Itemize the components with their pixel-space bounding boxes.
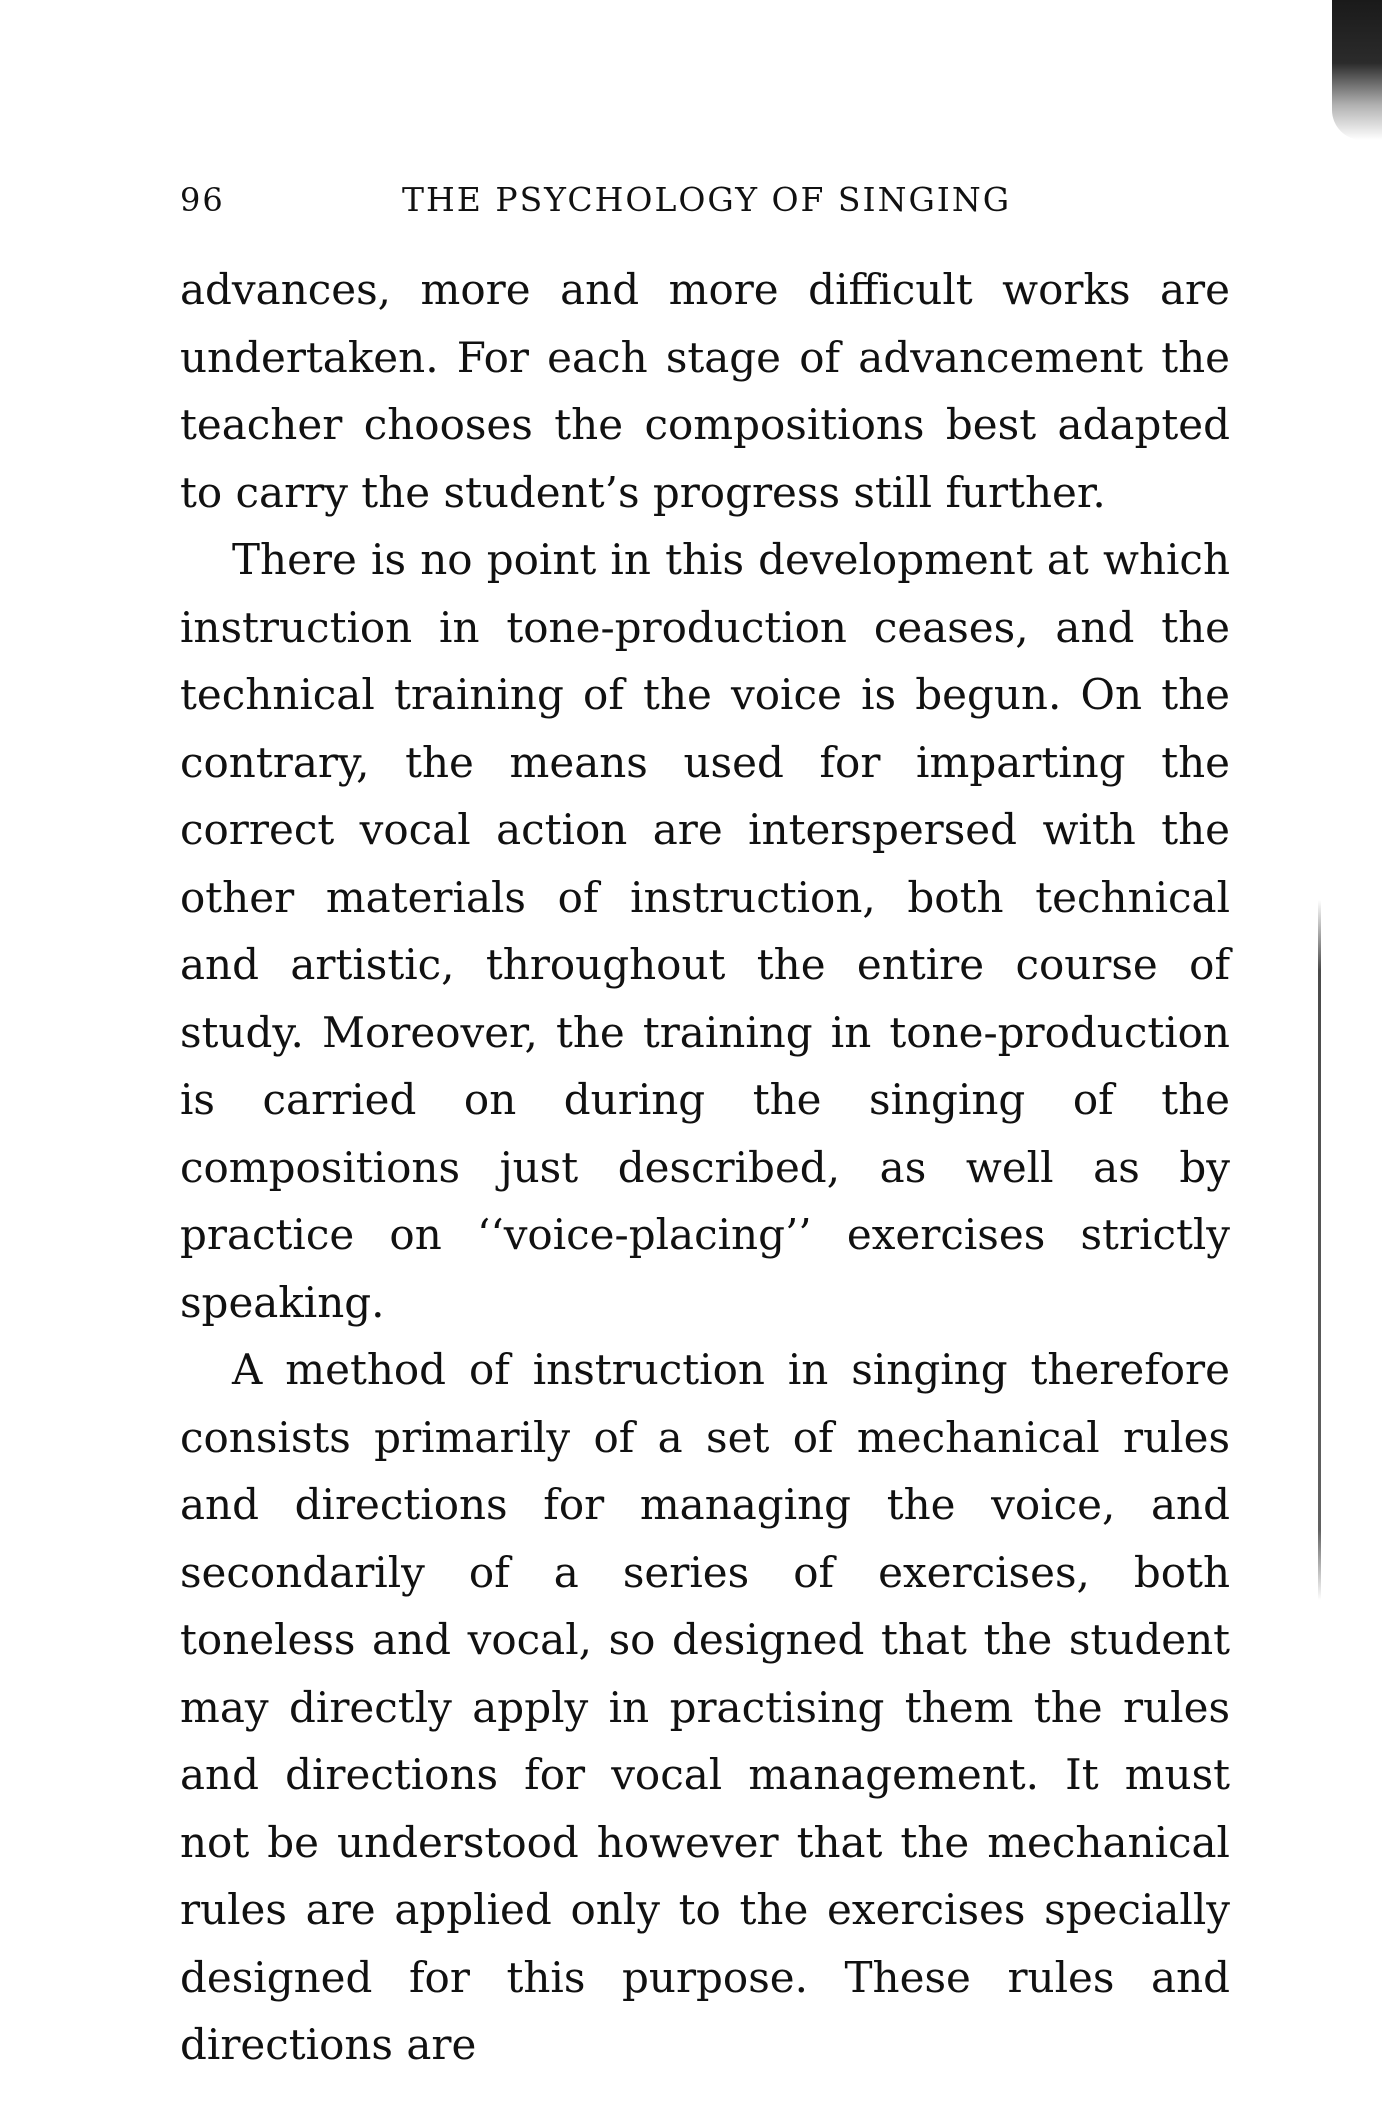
page-body bbox=[180, 256, 1230, 2079]
paragraph: A method of instruction in singing therefore consists primarily of a set of mechanical rules and directions for managing the voice, and secondarily of a series of exercises, both toneless and vocal, so designed that the student may directly apply in practising them the rules and directions for vocal management. It must not be understood however that the mechanical rules are applied only to the exercises specially designed for this purpose. These rules and directions are bbox=[180, 1345, 1230, 2069]
page-number: 96 bbox=[180, 181, 225, 219]
running-head bbox=[180, 180, 1230, 220]
running-title: THE PSYCHOLOGY OF SINGING bbox=[402, 180, 1012, 219]
scan-margin-line bbox=[1318, 900, 1321, 1600]
paragraph-continued: advances, more and more difficult works are undertaken. For each stage of advancement the teacher chooses the compositions best adapted to carry the student’s progress still further. bbox=[180, 265, 1230, 517]
scan-edge-shadow bbox=[1332, 0, 1382, 140]
paragraph: There is no point in this development at which instruction in tone-production ceases, and the technical training of the voice is begun. On the contrary, the means used for imparting the correct vocal action are interspersed with the other materials of instruction, both technical and artistic, throughout the entire course of study. Moreover, the training in tone-production is carried on during the singing of the compositions just described, as well as by practice on ‘‘voice-placing’’ exercises strictly speaking. bbox=[180, 535, 1230, 1327]
